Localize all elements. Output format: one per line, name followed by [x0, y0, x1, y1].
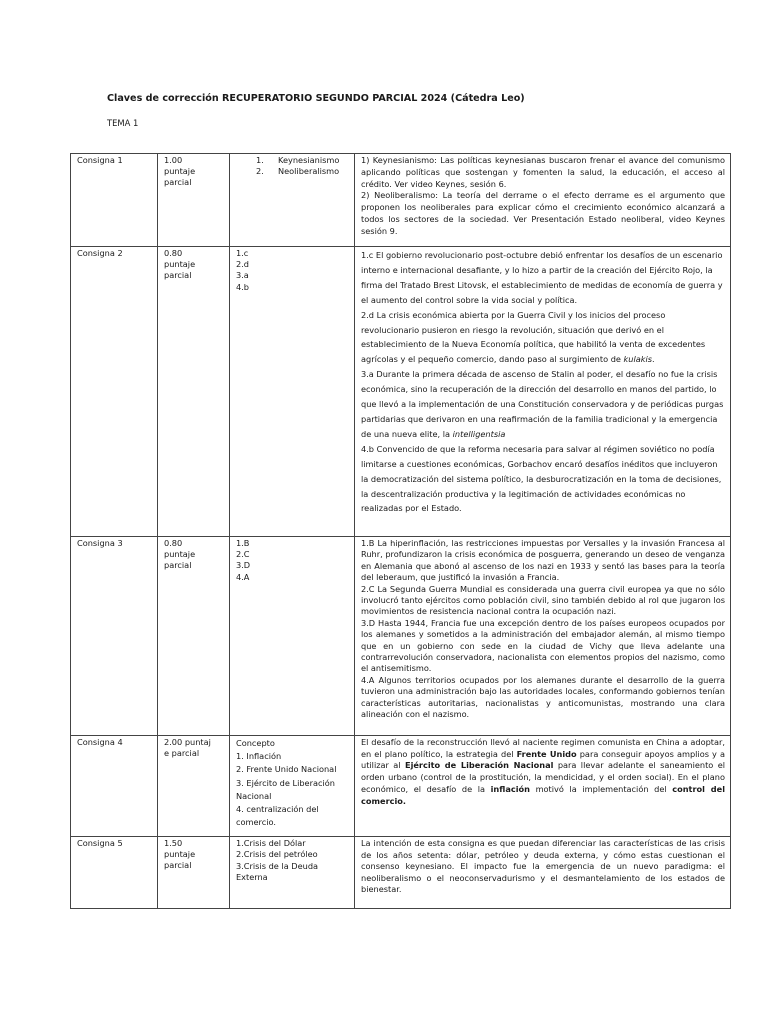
score-line: 1.00 — [164, 155, 183, 165]
explanation-paragraph: 2.C La Segunda Guerra Mundial es considerada una guerra civil europea ya que no sólo involucró tanto ejércitos como población civil, sino también debido al rol que jugaron los movimientos de resistencia nacional contra la ocupación nazi. — [361, 583, 725, 617]
score-line: puntaje — [164, 259, 196, 269]
explanation-paragraph: La intención de esta consigna es que puedan diferenciar las características de las crisis de los años setenta: dólar, petróleo y deuda externa, y cómo estas cuestionan el consenso keynesiano. El impacto fue la emergencia de un nuevo paradigma: el neoliberalismo o el neoconservadurismo y el desmantelamiento de los estados de bienestar. — [361, 838, 725, 895]
answer-item: 1.Crisis del Dólar — [236, 838, 306, 848]
italic-term: intelligentsia — [452, 428, 506, 439]
score-cell — [158, 247, 230, 537]
answer-item: 2.C — [236, 549, 250, 560]
explanation-paragraph: 4.A Algunos territorios ocupados por los alemanes durante el desarrollo de la guerra tuvieron una administración bajo las autoridades locales, conformando gobiernos tenían características autoritarias, nacionalistas y anticomunistas, mostrando una clara alineación con el nazismo. — [361, 674, 725, 720]
answers-cell — [230, 537, 355, 736]
answers-cell — [230, 247, 355, 537]
consigna-label: Consigna 3 — [71, 537, 158, 736]
italic-term: kulakis — [623, 354, 653, 365]
answer-item: 1.c — [236, 248, 249, 258]
score-line: e parcial — [164, 748, 200, 758]
consigna-label: Consigna 1 — [71, 154, 158, 247]
explanation-paragraph — [361, 367, 725, 442]
table-row — [71, 154, 731, 247]
answer-item — [236, 166, 349, 177]
score-cell — [158, 154, 230, 247]
answer-item: 2. Frente Unido Nacional — [236, 764, 337, 775]
explanation-cell — [355, 154, 731, 247]
document-title: Claves de corrección RECUPERATORIO SEGUNDO PARCIAL 2024 (Cátedra Leo) — [107, 93, 525, 104]
answer-item: 1. Inflación — [236, 751, 282, 762]
explanation-paragraph — [361, 308, 725, 368]
answer-item: 1.B — [236, 538, 250, 548]
explanation-paragraph: 1.c El gobierno revolucionario post-octubre debió enfrentar los desafíos de un escenario interno e internacional desafiante, y lo hizo a partir de la creación del Ejército Rojo, la firma del Tratado Brest Litovsk, el establecimiento de medidas de economía de guerra y el aumento del control sobre la vida social y política. — [361, 250, 723, 305]
answer-key-table — [70, 153, 731, 909]
table-row — [71, 837, 731, 909]
score-line: puntaje — [164, 166, 196, 176]
explanation-cell — [355, 837, 731, 909]
consigna-label: Consigna 4 — [71, 736, 158, 837]
bold-term: inflación — [490, 783, 530, 794]
explanation-text: 2.d La crisis económica abierta por la Guerra Civil y los inicios del proceso revolucionario pusieron en riesgo la revolución, situación que derivó en el establecimiento de la Nueva Economía política, que habilitó la venta de excedentes agrícolas y el pequeño comercio, dando paso al surgimiento de — [361, 309, 706, 365]
score-line: 0.80 — [164, 538, 183, 548]
answers-cell — [230, 736, 355, 837]
answer-item: 2.Crisis del petróleo — [236, 849, 318, 860]
score-line: parcial — [164, 860, 192, 870]
table-row — [71, 247, 731, 537]
answers-cell — [230, 837, 355, 909]
explanation-cell — [355, 247, 731, 537]
score-line: parcial — [164, 177, 192, 187]
explanation-paragraph: 2) Neoliberalismo: La teoría del derrame o el efecto derrame es el argumento que proponen los neoliberales para explicar cómo el crecimiento económico alcanzará a todos los sectores de la sociedad. Ver Presentación Estado neoliberal, video Keynes sesión 9. — [361, 190, 725, 236]
answer-text: Keynesianismo — [278, 155, 340, 165]
bold-term: Ejército de Liberación Nacional — [404, 760, 554, 771]
answer-item: 3.D — [236, 560, 251, 571]
explanation-text: . — [652, 354, 655, 365]
score-line: 2.00 puntaj — [164, 737, 211, 747]
answer-item: 2.d — [236, 259, 250, 270]
answer-item: 3.Crisis de la Deuda Externa — [236, 860, 319, 883]
score-line: parcial — [164, 560, 192, 570]
answer-item: 4.b — [236, 281, 250, 292]
consigna-label: Consigna 2 — [71, 247, 158, 537]
bold-term: control del comercio. — [361, 783, 726, 806]
answer-item: 4.A — [236, 571, 250, 582]
explanation-cell — [355, 736, 731, 837]
score-cell — [158, 537, 230, 736]
answer-item — [236, 155, 349, 166]
answer-item: 3.a — [236, 270, 249, 281]
explanation-text: 3.a Durante la primera década de ascenso de Stalin al poder, el desafío no fue la crisis económica, sino la recuperación de la dirección del desarrollo en manos del partido, lo que llevó a la implementación de una Constitución conservadora y de periódicas purgas partidarias que derivaron en una reafirmación de la familia tradicional y la emergencia de una nueva elite, la — [361, 369, 724, 439]
score-line: puntaje — [164, 849, 196, 859]
score-line: puntaje — [164, 549, 196, 559]
answer-number: 1. — [256, 155, 264, 165]
answers-cell — [230, 154, 355, 247]
explanation-paragraph: 3.D Hasta 1944, Francia fue una excepción dentro de los países europeos ocupados por los alemanes y sometidos a la administración del embajador alemán, al mismo tiempo que en un gobierno con sede en la ciudad de Vichy que lleva adelante una contrarrevolución conservadora, nacionalista con elementos propios del nazismo, como el antisemitismo. — [361, 617, 725, 674]
answer-number: 2. — [256, 166, 264, 177]
score-line: parcial — [164, 270, 192, 280]
bold-term: Frente Unido — [516, 748, 577, 759]
document-subtitle: TEMA 1 — [107, 118, 139, 128]
explanation-text: El desafío de la reconstrucción llevó al naciente regimen comunista en China a adoptar, en el plano político, la estrategia del — [361, 737, 725, 759]
score-line: 1.50 — [164, 838, 183, 848]
explanation-paragraph: 1.B La hiperinflación, las restricciones impuestas por Versalles y la invasión Francesa al Ruhr, profundizaron la crisis económica de posguerra, generando un deseo de venganza en Alemania que abonó al ascenso de los nazi en 1933 y sentó las bases para la teoría del leberaum, que justificó la invasión a Francia. — [361, 538, 725, 583]
score-line: 0.80 — [164, 248, 183, 258]
table-row — [71, 736, 731, 837]
score-cell — [158, 837, 230, 909]
explanation-paragraph: 4.b Convencido de que la reforma necesaria para salvar al régimen soviético no podía limitarse a cuestiones económicas, Gorbachov encaró desafíos inéditos que incluyeron la democratización del sistema político, la desburocratización en la toma de decisiones, la descentralización productiva y la legitimación de actividades económicas no realizadas por el Estado. — [361, 443, 722, 514]
explanation-cell — [355, 537, 731, 736]
answer-item: 4. centralización del comercio. — [236, 804, 319, 828]
explanation-text: motivó la implementación del — [529, 783, 673, 794]
consigna-label: Consigna 5 — [71, 837, 158, 909]
answer-text: Neoliberalismo — [278, 166, 340, 177]
explanation-text: para conseguir apoyos amplios y a utilizar al — [361, 748, 725, 771]
answer-item: Concepto — [236, 738, 275, 748]
score-cell — [158, 736, 230, 837]
answer-item: 3. Ejército de Liberación Nacional — [236, 777, 335, 801]
explanation-paragraph: 1) Keynesianismo: Las políticas keynesianas buscaron frenar el avance del comunismo aplicando políticas que sostengan y fomenten la salud, la educación, el acceso al crédito. Ver video Keynes, sesión 6. — [361, 155, 725, 189]
explanation-paragraph — [361, 737, 725, 807]
table-row — [71, 537, 731, 736]
explanation-text: para llevar adelante el saneamiento el orden urbano (control de la prostitución, la mendicidad, y el orden social). En el plano económico, el desafío de la — [361, 760, 726, 794]
